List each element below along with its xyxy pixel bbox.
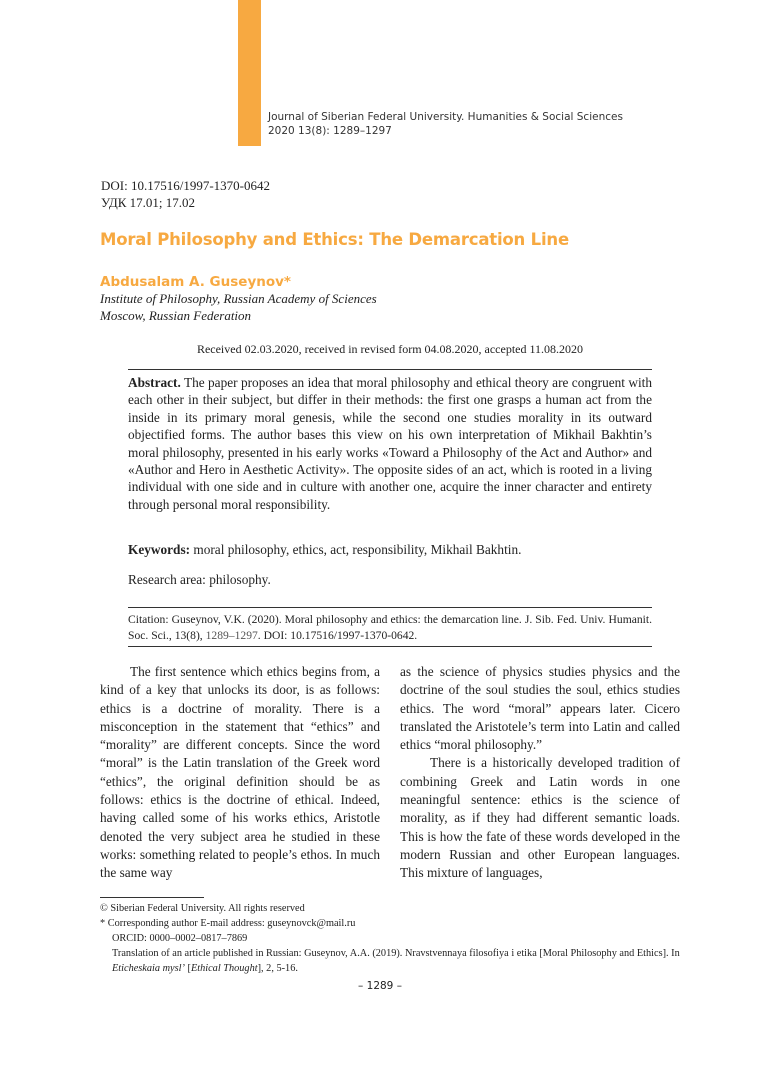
citation-text: Citation: Guseynov, V.K. (2020). Moral philosophy and ethics: the demarcation line. J. Sib. Fed. Univ. Humanit. Soc. Sci., 13(8), [128,613,652,642]
citation-bottom-rule [128,646,652,647]
footnote-copyright: © Siberian Federal University. All rights reserved [100,903,305,914]
translation-text: Translation of an article published in Russian: Guseynov, A.A. (2019). Nravstvennaya filosofiya i etika [Moral Philosophy and Ethics]. In [112,948,680,959]
udk: УДК 17.01; 17.02 [101,195,196,210]
doi: DOI: 10.17516/1997-1370-0642 [101,178,270,193]
abstract-label: Abstract. [128,375,181,390]
body-paragraph: The first sentence which ethics begins from, a kind of a key that unlocks its door, is as follows: ethics is a doctrine of morality. There is a misconception in the statement that “ethics” and “morality” are different concepts. Since the word “moral” is the Latin translation of the Greek word “ethics”, the original definition should be as follows: ethics is the doctrine of ethical. Indeed, having called some of his works ethics, Aristotle denoted the very subject area he studied in these works: something related to people’s ethos. In much the same way [100,664,380,881]
affiliation-institute: Institute of Philosophy, Russian Academy of Sciences [100,291,377,306]
body-column-left [100,663,380,883]
citation-doi: . DOI: 10.17516/1997-1370-0642. [257,629,418,642]
author-name: Abdusalam A. Guseynov* [100,274,291,290]
research-area: Research area: philosophy. [128,572,271,587]
received-dates: Received 02.03.2020, received in revised form 04.08.2020, accepted 11.08.2020 [196,342,584,356]
journal-name: Journal of Siberian Federal University. Humanities & Social Sciences [268,111,623,123]
citation-top-rule [128,607,652,608]
footnote-translation [100,946,682,976]
translation-journal-en: Ethical Thought [190,963,258,974]
body-paragraph: as the science of physics studies physics and the doctrine of the soul studies the soul, ethics studies ethics. The word “moral” appears later. Cicero translated the Aristotele’s term into Latin and called ethics “moral philosophy.” [400,664,680,753]
translation-journal: Eticheskaia mysl’ [112,963,185,974]
keywords-text: moral philosophy, ethics, act, responsibility, Mikhail Bakhtin. [190,542,522,557]
keywords-label: Keywords: [128,542,191,557]
abstract [128,374,652,513]
author-affiliation [100,290,377,324]
journal-header [268,110,623,138]
abstract-top-rule [128,369,652,370]
translation-issue: ], 2, 5-16. [257,963,298,974]
footnote-corresponding: * Corresponding author E-mail address: guseynovck@mail.ru [100,918,356,929]
journal-volume: 2020 13(8): 1289–1297 [268,125,392,137]
abstract-text: The paper proposes an idea that moral philosophy and ethical theory are congruent with each other in their subject, but differ in their methods: the first one grasps a human act from the inside in its primary moral genesis, while the second one studies morality in its outward objectified forms. The author bases this view on his own interpretation of Mikhail Bakhtin’s moral philosophy, presented in his early works «Toward a Philosophy of the Act and Author» and «Author and Hero in Aesthetic Activity». The opposite sides of an act, which is rooted in a living individual with one side and in culture with another one, acquire the inner character and entirety through personal moral responsibility. [128,375,652,512]
affiliation-city: Moscow, Russian Federation [100,308,252,323]
page-number: – 1289 – [358,980,402,992]
article-meta [101,177,270,211]
footnotes [100,901,682,976]
journal-accent-bar [238,0,261,146]
article-title: Moral Philosophy and Ethics: The Demarcation Line [100,230,569,249]
citation [128,612,652,644]
body-paragraph: There is a historically developed tradition of combining Greek and Latin words in one meaningful sentence: ethics is the science of morality, as if they had different semantic loads. This is how the fate of these words developed in the modern Russian and other European languages. This mixture of languages, [400,755,680,881]
citation-pages: 1289–1297 [205,629,258,642]
body-column-right [400,663,680,883]
keywords [128,541,652,558]
translation-bracket: [ [184,963,191,974]
footnote-orcid: ORCID: 0000–0002–0817–7869 [112,933,248,944]
footnote-rule [100,897,204,898]
